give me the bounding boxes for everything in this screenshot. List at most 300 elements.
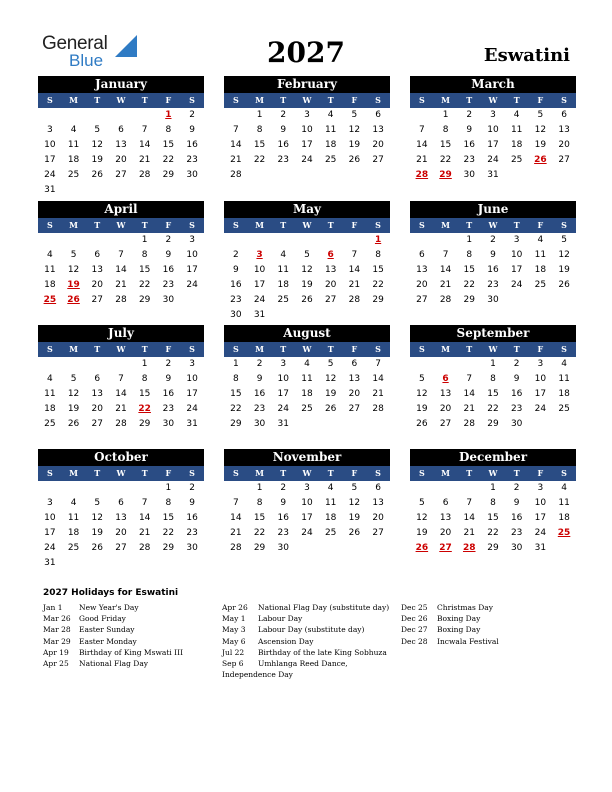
week-row xyxy=(38,278,204,293)
holiday-day-cell: 3 xyxy=(256,250,263,260)
weekday-label: S xyxy=(46,220,53,230)
day-cell xyxy=(552,293,576,308)
day-cell: 21 xyxy=(463,528,475,538)
month-march xyxy=(410,76,576,183)
day-cell: 12 xyxy=(416,389,428,399)
week-row xyxy=(38,402,204,417)
weekday-label: S xyxy=(232,95,239,105)
week-row xyxy=(224,293,390,308)
day-cell: 13 xyxy=(372,498,384,508)
weekday-header xyxy=(224,93,390,108)
day-cell: 2 xyxy=(165,359,172,369)
day-cell: 19 xyxy=(416,404,428,414)
day-cell: 19 xyxy=(534,140,547,150)
day-cell: 13 xyxy=(416,265,428,275)
week-row xyxy=(38,108,204,123)
weekday-label: W xyxy=(488,468,498,478)
day-cell: 17 xyxy=(253,280,266,290)
weekday-label: T xyxy=(513,468,520,478)
weekday-label: S xyxy=(561,344,567,354)
day-cell: 5 xyxy=(537,110,544,120)
weekday-label: M xyxy=(69,344,78,354)
day-cell: 14 xyxy=(115,265,127,275)
holiday-name: Labour Day xyxy=(258,614,303,624)
day-cell: 27 xyxy=(416,295,428,305)
day-cell: 16 xyxy=(277,513,289,523)
day-cell: 16 xyxy=(487,265,499,275)
weekday-label: S xyxy=(189,220,195,230)
week-row xyxy=(38,153,204,168)
weekday-header xyxy=(224,218,390,233)
week-row xyxy=(38,263,204,278)
day-cell: 11 xyxy=(558,374,570,384)
weekday-label: M xyxy=(441,344,450,354)
week-row xyxy=(38,123,204,138)
day-cell: 23 xyxy=(510,404,523,414)
day-cell: 22 xyxy=(463,280,475,290)
day-cell: 17 xyxy=(44,155,56,165)
holiday-entry xyxy=(401,636,499,647)
day-cell: 18 xyxy=(277,280,289,290)
day-cell: 30 xyxy=(487,295,499,305)
week-row xyxy=(224,233,390,248)
day-cell: 27 xyxy=(348,404,361,414)
day-cell: 25 xyxy=(277,295,289,305)
day-cell: 10 xyxy=(534,498,547,508)
holiday-entry xyxy=(43,636,183,647)
day-cell: 8 xyxy=(442,125,449,135)
day-cell: 30 xyxy=(162,295,175,305)
day-cell: 7 xyxy=(141,125,148,135)
week-row xyxy=(224,511,390,526)
day-cell: 15 xyxy=(439,140,452,150)
weekday-label: S xyxy=(561,220,567,230)
holiday-date: Dec 26 xyxy=(401,614,428,624)
month-june xyxy=(410,201,576,308)
day-cell: 5 xyxy=(561,235,567,245)
holiday-name: Birthday of King Mswati III xyxy=(79,647,184,657)
holiday-entry xyxy=(222,602,389,613)
day-cell: 1 xyxy=(232,359,239,369)
holiday-entry xyxy=(222,624,389,635)
day-cell xyxy=(457,481,481,496)
day-cell: 25 xyxy=(324,155,337,165)
day-cell: 6 xyxy=(118,125,124,135)
day-cell: 3 xyxy=(280,359,287,369)
month-november xyxy=(224,449,390,556)
day-cell: 29 xyxy=(138,419,151,429)
day-cell: 25 xyxy=(558,404,570,414)
weekday-label: W xyxy=(302,468,312,478)
weekday-label: M xyxy=(255,220,264,230)
day-cell: 16 xyxy=(463,140,475,150)
day-cell xyxy=(366,168,390,183)
day-cell: 16 xyxy=(277,140,289,150)
week-row xyxy=(224,108,390,123)
day-cell: 25 xyxy=(67,170,80,180)
week-row xyxy=(38,496,204,511)
holiday-day-cell: 22 xyxy=(138,404,151,414)
day-cell: 28 xyxy=(372,404,384,414)
day-cell: 20 xyxy=(324,280,337,290)
weekday-label: W xyxy=(116,344,126,354)
day-cell: 16 xyxy=(253,389,266,399)
day-cell xyxy=(434,233,458,248)
weekday-label: W xyxy=(488,95,498,105)
week-row xyxy=(410,541,576,556)
day-cell: 24 xyxy=(44,170,56,180)
holiday-name: New Year's Day xyxy=(79,603,139,612)
day-cell xyxy=(319,168,343,183)
weekday-header xyxy=(38,342,204,357)
weekday-label: T xyxy=(466,344,473,354)
day-cell: 29 xyxy=(487,543,499,553)
holiday-name: National Flag Day xyxy=(79,659,149,669)
holiday-day-cell: 1 xyxy=(374,235,382,245)
day-cell: 4 xyxy=(327,483,334,493)
day-cell xyxy=(552,168,576,183)
day-cell: 11 xyxy=(67,513,80,523)
day-cell xyxy=(366,308,390,323)
day-cell xyxy=(85,183,109,198)
weekday-header xyxy=(38,93,204,108)
day-cell: 11 xyxy=(510,125,523,135)
week-row xyxy=(410,496,576,511)
day-cell: 30 xyxy=(253,419,266,429)
weekday-label: W xyxy=(488,220,498,230)
week-row xyxy=(224,278,390,293)
day-cell: 1 xyxy=(442,110,449,120)
day-cell: 27 xyxy=(91,419,103,429)
day-cell: 6 xyxy=(94,374,101,384)
holiday-name: Good Friday xyxy=(79,614,126,624)
day-cell xyxy=(271,168,295,183)
day-cell: 25 xyxy=(534,280,547,290)
day-cell xyxy=(180,293,204,308)
weekday-label: W xyxy=(116,95,126,105)
day-cell xyxy=(180,556,204,571)
holiday-entry xyxy=(401,613,499,624)
day-cell: 23 xyxy=(186,155,198,165)
day-cell: 22 xyxy=(138,280,151,290)
holiday-column xyxy=(43,602,183,669)
day-cell: 14 xyxy=(230,513,242,523)
month-title: December xyxy=(410,449,576,466)
month-april xyxy=(38,201,204,308)
day-cell xyxy=(109,183,133,198)
day-cell: 18 xyxy=(510,140,523,150)
day-cell: 27 xyxy=(439,419,452,429)
day-cell: 4 xyxy=(513,110,520,120)
day-cell: 15 xyxy=(138,265,151,275)
day-cell xyxy=(529,293,553,308)
week-row xyxy=(224,357,390,372)
weekday-header xyxy=(410,218,576,233)
day-cell: 26 xyxy=(324,404,337,414)
day-cell: 10 xyxy=(510,250,523,260)
month-title: June xyxy=(410,201,576,218)
day-cell: 20 xyxy=(439,404,452,414)
day-cell: 14 xyxy=(115,389,127,399)
week-row xyxy=(224,168,390,183)
day-cell: 23 xyxy=(277,528,289,538)
week-row xyxy=(38,233,204,248)
day-cell xyxy=(410,108,434,123)
day-cell xyxy=(295,168,319,183)
weekday-label: T xyxy=(466,468,473,478)
holiday-entry xyxy=(222,636,389,647)
day-cell: 21 xyxy=(138,528,151,538)
day-cell xyxy=(410,481,434,496)
day-cell: 5 xyxy=(70,250,77,260)
day-cell: 23 xyxy=(487,280,499,290)
holiday-day-cell: 29 xyxy=(439,170,452,180)
day-cell: 5 xyxy=(94,125,101,135)
week-row xyxy=(410,248,576,263)
day-cell: 19 xyxy=(416,528,428,538)
day-cell: 11 xyxy=(324,498,337,508)
weekday-label: S xyxy=(189,95,195,105)
day-cell: 16 xyxy=(186,140,198,150)
day-cell: 23 xyxy=(277,155,289,165)
weekday-label: F xyxy=(537,468,544,478)
month-title: May xyxy=(224,201,390,218)
weekday-label: S xyxy=(418,95,425,105)
day-cell: 26 xyxy=(558,280,570,290)
holiday-date: Jul 22 xyxy=(222,647,245,657)
holiday-date: May 3 xyxy=(222,625,246,635)
weekday-label: F xyxy=(351,220,358,230)
weekday-label: S xyxy=(189,344,195,354)
day-cell: 20 xyxy=(416,280,428,290)
day-cell: 8 xyxy=(165,125,172,135)
day-cell: 8 xyxy=(141,250,148,260)
weekday-label: W xyxy=(488,344,498,354)
day-cell: 5 xyxy=(304,250,310,260)
day-cell: 1 xyxy=(256,110,263,120)
holiday-day-cell: 6 xyxy=(442,374,449,384)
weekday-label: T xyxy=(327,468,334,478)
week-row xyxy=(38,138,204,153)
day-cell: 17 xyxy=(186,389,198,399)
holiday-name: National Flag Day (substitute day) xyxy=(258,603,390,612)
day-cell xyxy=(133,108,157,123)
day-cell: 27 xyxy=(372,155,384,165)
weekday-label: M xyxy=(255,95,264,105)
day-cell xyxy=(224,481,248,496)
day-cell: 8 xyxy=(256,125,263,135)
day-cell: 21 xyxy=(230,528,242,538)
day-cell: 7 xyxy=(141,498,148,508)
day-cell xyxy=(109,108,133,123)
day-cell: 20 xyxy=(348,389,361,399)
day-cell: 3 xyxy=(490,110,496,120)
day-cell: 31 xyxy=(44,558,56,568)
day-cell xyxy=(85,481,109,496)
week-row xyxy=(410,481,576,496)
day-cell: 18 xyxy=(558,513,570,523)
week-row xyxy=(38,526,204,541)
day-cell: 17 xyxy=(534,513,547,523)
day-cell xyxy=(109,357,133,372)
weekday-label: M xyxy=(441,220,450,230)
day-cell xyxy=(224,233,248,248)
day-cell: 16 xyxy=(162,265,175,275)
month-january xyxy=(38,76,204,198)
holiday-name: Independence Day xyxy=(222,670,293,680)
day-cell: 22 xyxy=(487,528,499,538)
day-cell: 19 xyxy=(91,155,103,165)
weekday-label: T xyxy=(327,220,334,230)
weekday-header xyxy=(224,342,390,357)
day-cell: 28 xyxy=(115,295,127,305)
day-cell: 7 xyxy=(118,250,124,260)
day-cell: 29 xyxy=(230,419,242,429)
day-cell: 8 xyxy=(165,498,172,508)
day-cell: 16 xyxy=(510,513,523,523)
month-title: November xyxy=(224,449,390,466)
day-cell: 11 xyxy=(324,125,337,135)
calendar-year: 2027 xyxy=(267,36,345,69)
weekday-header xyxy=(38,218,204,233)
week-row xyxy=(410,233,576,248)
day-cell: 3 xyxy=(537,483,544,493)
day-cell xyxy=(295,417,319,432)
holiday-day-cell: 26 xyxy=(534,155,547,165)
day-cell: 27 xyxy=(115,543,127,553)
day-cell: 20 xyxy=(372,513,384,523)
day-cell: 24 xyxy=(277,404,289,414)
day-cell: 19 xyxy=(348,513,361,523)
day-cell: 10 xyxy=(44,140,56,150)
day-cell: 12 xyxy=(67,389,80,399)
day-cell: 7 xyxy=(232,125,239,135)
holiday-entry xyxy=(401,602,499,613)
day-cell: 31 xyxy=(253,310,266,320)
day-cell xyxy=(505,168,529,183)
week-row xyxy=(224,138,390,153)
week-row xyxy=(38,541,204,556)
day-cell: 20 xyxy=(115,155,127,165)
day-cell: 23 xyxy=(186,528,198,538)
weekday-label: T xyxy=(280,95,287,105)
week-row xyxy=(410,402,576,417)
day-cell: 14 xyxy=(416,140,428,150)
day-cell: 13 xyxy=(439,513,452,523)
day-cell: 14 xyxy=(138,513,151,523)
holiday-entry xyxy=(222,669,389,680)
day-cell xyxy=(38,481,62,496)
day-cell: 29 xyxy=(138,295,151,305)
day-cell: 8 xyxy=(256,498,263,508)
weekday-header xyxy=(410,93,576,108)
day-cell: 3 xyxy=(189,235,195,245)
month-december xyxy=(410,449,576,556)
weekday-label: S xyxy=(418,220,425,230)
day-cell: 27 xyxy=(372,528,384,538)
day-cell: 9 xyxy=(280,125,287,135)
day-cell: 21 xyxy=(115,280,127,290)
day-cell xyxy=(62,183,86,198)
day-cell: 24 xyxy=(301,528,313,538)
day-cell xyxy=(295,541,319,556)
day-cell: 24 xyxy=(487,155,499,165)
holiday-date: Jan 1 xyxy=(43,603,63,612)
day-cell xyxy=(457,357,481,372)
day-cell: 30 xyxy=(463,170,475,180)
day-cell: 30 xyxy=(162,419,175,429)
day-cell: 8 xyxy=(490,374,496,384)
weekday-label: F xyxy=(351,468,358,478)
day-cell: 20 xyxy=(558,140,570,150)
day-cell: 14 xyxy=(463,389,475,399)
day-cell: 9 xyxy=(466,125,473,135)
holiday-day-cell: 26 xyxy=(67,295,80,305)
day-cell: 12 xyxy=(348,125,361,135)
day-cell: 12 xyxy=(301,265,313,275)
month-title: October xyxy=(38,449,204,466)
holiday-name: Christmas Day xyxy=(437,603,493,612)
day-cell: 9 xyxy=(189,125,195,135)
day-cell: 15 xyxy=(162,513,175,523)
day-cell: 2 xyxy=(513,483,520,493)
day-cell: 22 xyxy=(253,528,266,538)
day-cell: 10 xyxy=(277,374,289,384)
week-row xyxy=(224,372,390,387)
day-cell: 27 xyxy=(91,295,103,305)
day-cell: 17 xyxy=(277,389,289,399)
day-cell xyxy=(85,556,109,571)
day-cell xyxy=(343,417,367,432)
holiday-name: Umhlanga Reed Dance, xyxy=(258,659,348,669)
weekday-label: T xyxy=(513,220,520,230)
day-cell: 29 xyxy=(487,419,499,429)
weekday-label: T xyxy=(513,344,520,354)
holiday-column xyxy=(401,602,499,647)
day-cell: 17 xyxy=(487,140,499,150)
day-cell: 15 xyxy=(230,389,242,399)
day-cell: 30 xyxy=(510,543,523,553)
weekday-label: W xyxy=(116,468,126,478)
weekday-label: S xyxy=(232,468,239,478)
day-cell: 9 xyxy=(280,498,287,508)
day-cell: 7 xyxy=(418,125,425,135)
week-row xyxy=(410,153,576,168)
weekday-label: F xyxy=(351,95,358,105)
day-cell: 7 xyxy=(466,498,473,508)
day-cell: 28 xyxy=(138,170,151,180)
day-cell: 6 xyxy=(94,250,101,260)
day-cell: 3 xyxy=(46,125,53,135)
day-cell: 31 xyxy=(487,170,499,180)
week-row xyxy=(410,357,576,372)
day-cell: 15 xyxy=(253,513,266,523)
day-cell: 10 xyxy=(487,125,499,135)
week-row xyxy=(38,168,204,183)
day-cell xyxy=(552,417,576,432)
day-cell: 22 xyxy=(372,280,384,290)
holiday-entry xyxy=(43,613,183,624)
week-row xyxy=(38,511,204,526)
weekday-label: T xyxy=(94,95,101,105)
day-cell xyxy=(529,168,553,183)
weekday-label: T xyxy=(466,220,473,230)
month-title: January xyxy=(38,76,204,93)
week-row xyxy=(224,481,390,496)
day-cell: 29 xyxy=(463,295,475,305)
weekday-label: T xyxy=(141,220,148,230)
holiday-day-cell: 25 xyxy=(43,295,57,305)
